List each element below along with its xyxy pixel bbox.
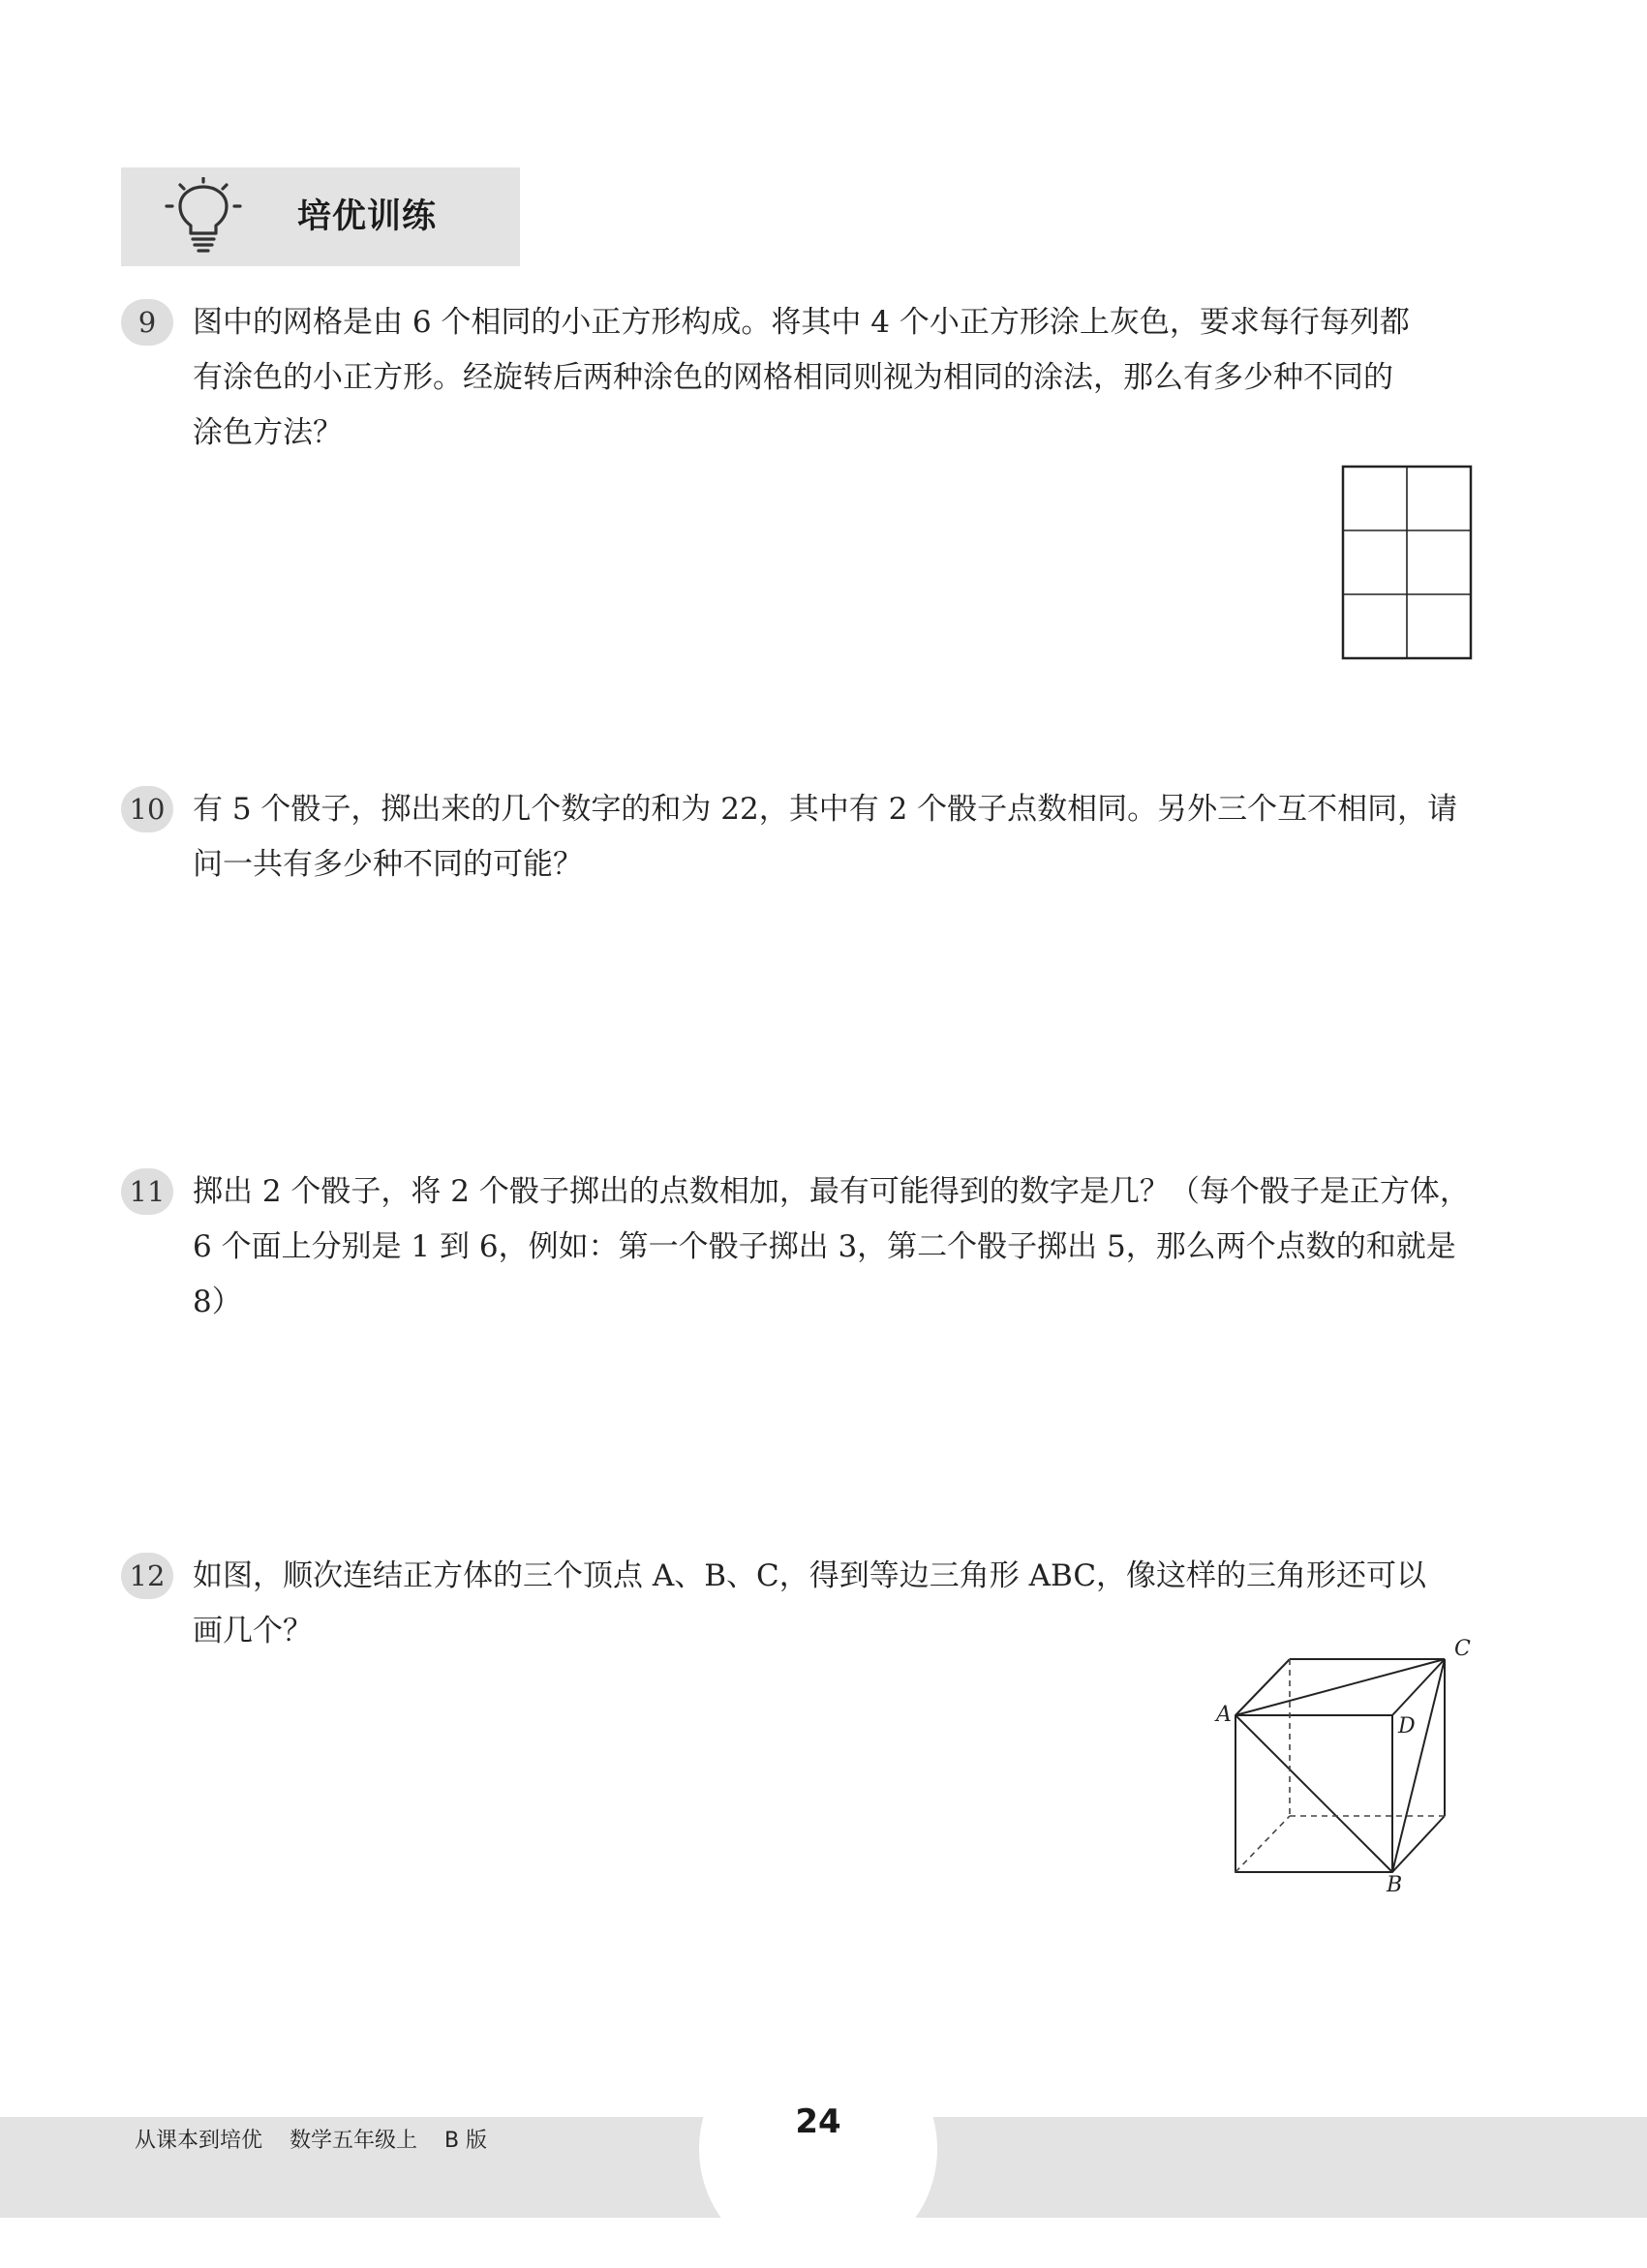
- problem-number: 12: [121, 1553, 173, 1599]
- page-number-tab: [699, 2030, 937, 2268]
- cube-label-c: C: [1454, 1637, 1471, 1661]
- triangle-edge-ac: [1235, 1659, 1445, 1715]
- problem-text: 掷出 2 个骰子，将 2 个骰子掷出的点数相加，最有可能得到的数字是几？（每个骰子是正方体， 6 个面上分别是 1 到 6，例如：第一个骰子掷出 3，第二个骰子掷出 5，那么两个点数的和就是 8）: [193, 1174, 1470, 1319]
- cube-figure: [1212, 1636, 1476, 1895]
- footer-book-title: 从课本到培优 数学五年级上 B 版: [135, 2129, 488, 2153]
- section-title: 培优训练: [297, 197, 438, 236]
- page-number: 24: [795, 2102, 841, 2141]
- section-header: [121, 167, 520, 266]
- cube-hidden-edge: [1235, 1816, 1290, 1872]
- problem-number: 10: [121, 786, 173, 832]
- problem-number: 11: [121, 1168, 173, 1215]
- cube-edge: [1235, 1659, 1290, 1715]
- problem-text: 有 5 个骰子，掷出来的几个数字的和为 22，其中有 2 个骰子点数相同。另外三个互不相同，请 问一共有多少种不同的可能？: [193, 792, 1458, 882]
- cube-label-d: D: [1398, 1714, 1416, 1739]
- grid-figure: [1341, 465, 1473, 660]
- cube-label-a: A: [1216, 1703, 1232, 1727]
- lightbulb-icon: [165, 177, 242, 257]
- problem-text: 如图，顺次连结正方体的三个顶点 A、B、C，得到等边三角形 ABC，像这样的三角形还可以 画几个？: [193, 1558, 1427, 1648]
- problem-text: 图中的网格是由 6 个相同的小正方形构成。将其中 4 个小正方形涂上灰色，要求每行每列都 有涂色的小正方形。经旋转后两种涂色的网格相同则视为相同的涂法，那么有多少种不同的 涂色方法？: [193, 305, 1410, 450]
- cube-label-b: B: [1387, 1873, 1403, 1895]
- problem-number: 9: [121, 299, 173, 346]
- triangle-edge-bc: [1392, 1659, 1445, 1872]
